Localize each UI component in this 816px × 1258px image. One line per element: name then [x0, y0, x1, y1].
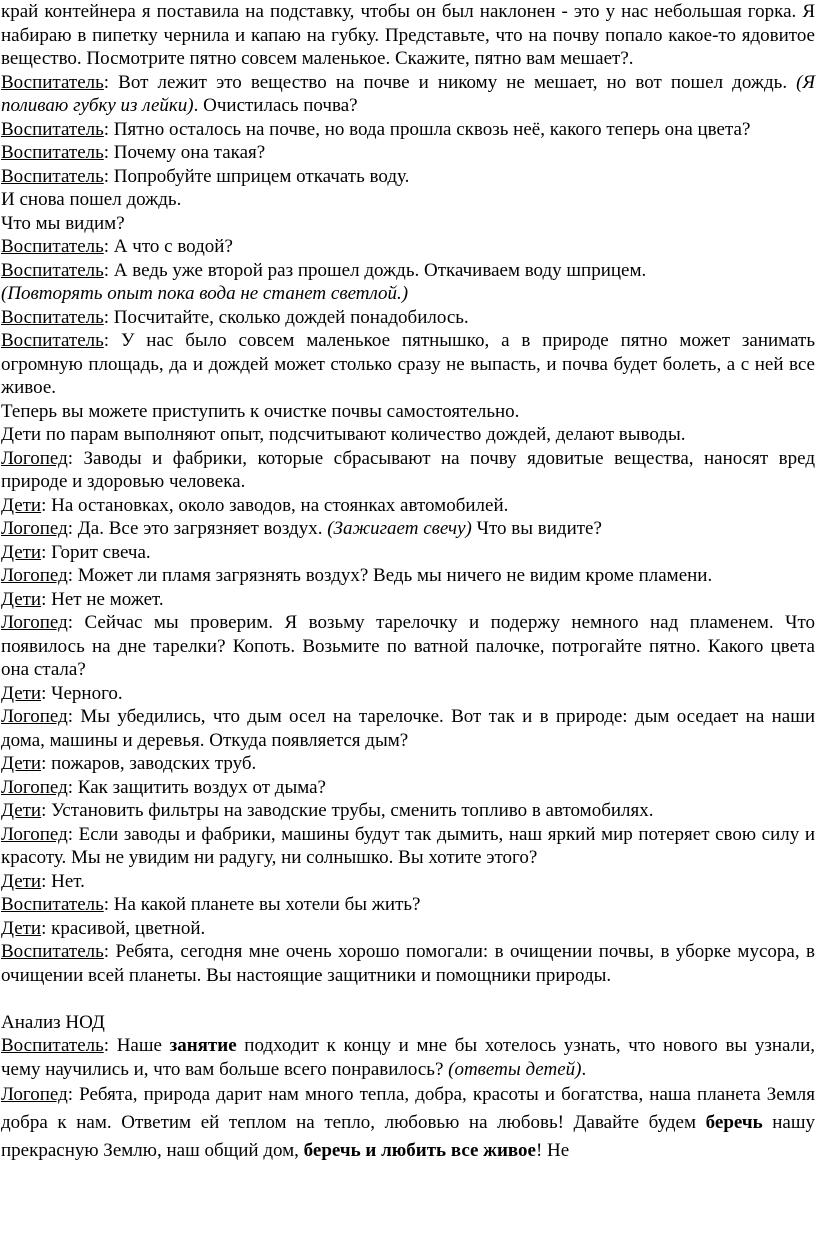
- paragraph: [1, 541, 815, 565]
- paragraph: [1, 752, 815, 776]
- speaker-label: Воспитатель: [1, 236, 104, 257]
- paragraph: [1, 940, 815, 987]
- speaker-label: Дети: [1, 917, 42, 939]
- speaker-label: Логопед: [1, 823, 68, 845]
- emphasis-text: беречь и любить все живое: [303, 1140, 536, 1161]
- text-run: Теперь вы можете приступить к очистке почвы самостоятельно.: [1, 400, 520, 422]
- text-run: : Вот лежит это вещество на почве и никому не мешает, но вот пошел дождь.: [103, 71, 797, 93]
- paragraph: [1, 165, 815, 189]
- text-run: подходит к концу и мне бы хотелось узнать, что нового вы узнали, чему научились и, что вам больше всего понравилось?: [1, 1035, 815, 1080]
- paragraph: [1, 517, 815, 541]
- speaker-label: Воспитатель: [1, 330, 104, 351]
- paragraph: [1, 917, 815, 941]
- text-run: : Как защитить воздух от дыма?: [67, 776, 326, 798]
- paragraph: [1, 259, 815, 283]
- paragraph: [1, 1081, 815, 1165]
- speaker-label: Воспитатель: [1, 306, 104, 328]
- paragraph: [1, 71, 815, 118]
- text-run: : У нас было совсем маленькое пятнышко, а в природе пятно может занимать огромную площадь, да и дождей может столько сразу не выпасть, и почва будет болеть, а с ней все живое.: [1, 330, 815, 398]
- text-run: : Установить фильтры на заводские трубы, сменить топливо в автомобилях.: [41, 800, 654, 821]
- text-run: : Пятно осталось на почве, но вода прошла сквозь неё, какого теперь она цвета?: [103, 118, 751, 140]
- paragraph: [1, 329, 815, 400]
- paragraph: [1, 1034, 815, 1081]
- paragraph: [1, 494, 815, 518]
- text-run: : Заводы и фабрики, которые сбрасывают на почву ядовитые вещества, наносят вред природе и здоровью человека.: [1, 447, 815, 492]
- paragraph: [1, 188, 815, 212]
- text-run: : красивой, цветной.: [41, 917, 206, 939]
- text-run: : Ребята, природа дарит нам много тепла, добра, красоты и богатства, наша планета Земля добра к нам. Ответим ей теплом на тепло, любовью на любовь! Давайте будем: [1, 1084, 815, 1133]
- speaker-label: Логопед: [1, 447, 68, 469]
- speaker-label: Дети: [1, 753, 42, 774]
- paragraph: [1, 118, 815, 142]
- paragraph: [1, 141, 815, 165]
- speaker-label: Дети: [1, 541, 42, 563]
- text-run: : Черного.: [41, 682, 123, 704]
- paragraph: [1, 588, 815, 612]
- paragraph: [1, 564, 815, 588]
- paragraph: [1, 282, 815, 306]
- text-run: Дети по парам выполняют опыт, подсчитывают количество дождей, делают выводы.: [1, 424, 686, 445]
- stage-direction: (Я поливаю губку из лейки): [1, 71, 815, 116]
- text-run: : На остановках, около заводов, на стоянках автомобилей.: [41, 494, 509, 516]
- speaker-label: Дети: [1, 800, 42, 821]
- text-run: край контейнера я поставила на подставку, чтобы он был наклонен - это у нас небольшая горка. Я набираю в пипетку чернила и капаю на губку. Представьте, что на почву попало какое-то ядовитое вещество. Посмотрите пятно совсем маленькое. Скажите, пятно вам мешает?.: [1, 1, 815, 69]
- speaker-label: Дети: [1, 682, 42, 704]
- text-run: . Очистилась почва?: [193, 95, 358, 116]
- speaker-label: Логопед: [1, 776, 68, 798]
- speaker-label: Воспитатель: [1, 894, 104, 915]
- paragraph: [1, 306, 815, 330]
- stage-direction: (Зажигает свечу): [327, 518, 472, 539]
- speaker-label: Воспитатель: [1, 941, 104, 962]
- paragraph: [1, 776, 815, 800]
- text-run: : А ведь уже второй раз прошел дождь. Откачиваем воду шприцем.: [103, 259, 647, 281]
- paragraph: [1, 1011, 815, 1035]
- text-run: : Попробуйте шприцем откачать воду.: [103, 165, 410, 187]
- speaker-label: Воспитатель: [1, 142, 104, 163]
- text-run: Анализ НОД: [1, 1011, 105, 1033]
- speaker-label: Логопед: [1, 706, 68, 727]
- speaker-label: Воспитатель: [1, 71, 104, 93]
- speaker-label: Воспитатель: [1, 165, 104, 187]
- paragraph: [1, 447, 815, 494]
- speaker-label: Логопед: [1, 1084, 68, 1105]
- speaker-label: Дети: [1, 494, 42, 516]
- speaker-label: Логопед: [1, 518, 68, 539]
- text-run: : Ребята, сегодня мне очень хорошо помогали: в очищении почвы, в уборке мусора, в очищении всей планеты. Вы настоящие защитники и помощники природы.: [1, 941, 815, 986]
- text-run: .: [581, 1058, 587, 1080]
- speaker-label: Воспитатель: [1, 259, 104, 281]
- text-run: : пожаров, заводских труб.: [41, 753, 257, 774]
- text-run: : Мы убедились, что дым осел на тарелочке. Вот так и в природе: дым оседает на наши дома, машины и деревья. Откуда появляется дым?: [1, 706, 815, 751]
- speaker-label: Логопед: [1, 612, 68, 633]
- text-run: : Может ли пламя загрязнять воздух? Ведь мы ничего не видим кроме пламени.: [67, 565, 713, 586]
- text-run: : Сейчас мы проверим. Я возьму тарелочку и подержу немного над пламенем. Что появилось на дне тарелки? Копоть. Возьмите по ватной палочке, потрогайте пятно. Какого цвета она стала?: [1, 612, 815, 680]
- paragraph: [1, 212, 815, 236]
- text-run: Что мы видим?: [1, 212, 125, 234]
- text-run: И снова пошел дождь.: [1, 189, 182, 210]
- paragraph: [1, 611, 815, 682]
- text-run: : Почему она такая?: [103, 142, 266, 163]
- text-run: нашу прекрасную Землю, наш общий дом,: [1, 1112, 815, 1161]
- speaker-label: Логопед: [1, 565, 68, 586]
- text-run: : Да. Все это загрязняет воздух.: [67, 518, 328, 539]
- text-run: : Нет не может.: [41, 588, 164, 610]
- text-run: ! Не: [535, 1140, 570, 1161]
- speaker-label: Дети: [1, 588, 42, 610]
- paragraph: [1, 870, 815, 894]
- paragraph: [1, 823, 815, 870]
- paragraph: [1, 682, 815, 706]
- text-run: : На какой планете вы хотели бы жить?: [103, 894, 421, 915]
- stage-direction: (Повторять опыт пока вода не станет светлой.): [1, 283, 409, 304]
- speaker-label: Дети: [1, 870, 42, 892]
- paragraph: [1, 235, 815, 259]
- text-run: : Наше: [103, 1035, 170, 1056]
- text-run: : А что с водой?: [103, 236, 233, 257]
- paragraph: [1, 0, 815, 71]
- speaker-label: Воспитатель: [1, 118, 104, 140]
- text-run: : Горит свеча.: [41, 541, 151, 563]
- speaker-label: Воспитатель: [1, 1035, 104, 1056]
- text-run: : Если заводы и фабрики, машины будут так дымить, наш яркий мир потеряет свою силу и красоту. Мы не увидим ни радугу, ни солнышко. Вы хотите этого?: [1, 823, 815, 868]
- stage-direction: (ответы детей): [448, 1058, 582, 1080]
- paragraph: [1, 799, 815, 823]
- emphasis-text: занятие: [169, 1035, 237, 1056]
- text-run: : Посчитайте, сколько дождей понадобилось.: [103, 306, 469, 328]
- paragraph: [1, 400, 815, 424]
- blank-line: [1, 987, 815, 1011]
- emphasis-text: беречь: [705, 1112, 763, 1133]
- text-run: : Нет.: [41, 870, 85, 892]
- text-run: Что вы видите?: [471, 518, 602, 539]
- paragraph: [1, 893, 815, 917]
- paragraph: [1, 423, 815, 447]
- paragraph: [1, 705, 815, 752]
